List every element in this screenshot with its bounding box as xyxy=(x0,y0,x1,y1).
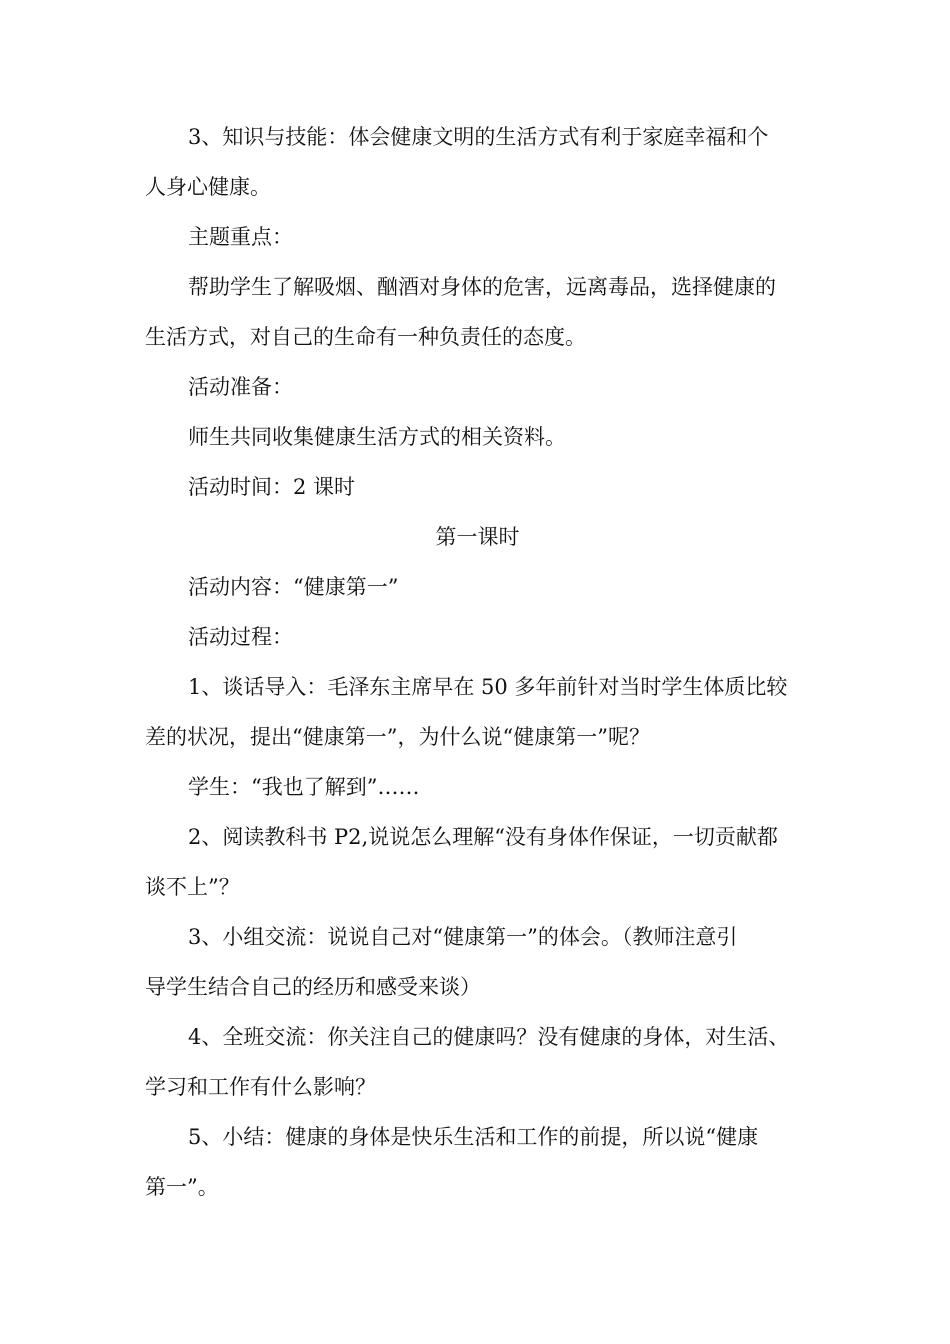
document-page xyxy=(145,118,810,1218)
text-line-step-5: 5、小结：健康的身体是快乐生活和工作的前提，所以说“健康 xyxy=(188,1125,759,1149)
text-line-objective-3-cont: 人身心健康。 xyxy=(145,175,271,199)
text-line-step-3: 3、小组交流：说说自己对“健康第一”的体会。（教师注意引 xyxy=(188,925,738,949)
text-line-theme-focus-cont: 生活方式，对自己的生命有一种负责任的态度。 xyxy=(145,325,586,349)
text-line-objective-3: 3、知识与技能：体会健康文明的生活方式有利于家庭幸福和个 xyxy=(188,125,769,149)
text-line-step-5-cont: 第一”。 xyxy=(145,1175,219,1199)
text-line-step-4-cont: 学习和工作有什么影响？ xyxy=(145,1075,376,1099)
text-line-student: 学生：“我也了解到”…… xyxy=(188,775,420,799)
text-line-step-3-cont: 导学生结合自己的经历和感受来谈） xyxy=(145,975,481,999)
heading-activity-process: 活动过程： xyxy=(188,625,293,649)
heading-activity-preparation: 活动准备： xyxy=(188,375,293,399)
text-line-preparation: 师生共同收集健康生活方式的相关资料。 xyxy=(188,425,566,449)
text-line-activity-content: 活动内容：“健康第一” xyxy=(188,575,399,599)
text-line-theme-focus: 帮助学生了解吸烟、酗酒对身体的危害，远离毒品，选择健康的 xyxy=(188,275,776,299)
text-line-step-1: 1、谈话导入：毛泽东主席早在 50 多年前针对当时学生体质比较 xyxy=(188,675,788,699)
text-line-activity-time: 活动时间：2 课时 xyxy=(188,475,356,499)
text-line-step-4: 4、全班交流：你关注自己的健康吗？没有健康的身体，对生活、 xyxy=(188,1025,790,1049)
section-title-first-lesson: 第一课时 xyxy=(435,525,520,549)
text-line-step-2-cont: 谈不上”？ xyxy=(145,875,240,899)
heading-theme-focus: 主题重点： xyxy=(188,225,293,249)
text-line-step-1-cont: 差的状况，提出“健康第一”，为什么说“健康第一”呢？ xyxy=(145,725,650,749)
text-line-step-2: 2、阅读教科书 P2,说说怎么理解“没有身体作保证，一切贡献都 xyxy=(188,825,778,849)
